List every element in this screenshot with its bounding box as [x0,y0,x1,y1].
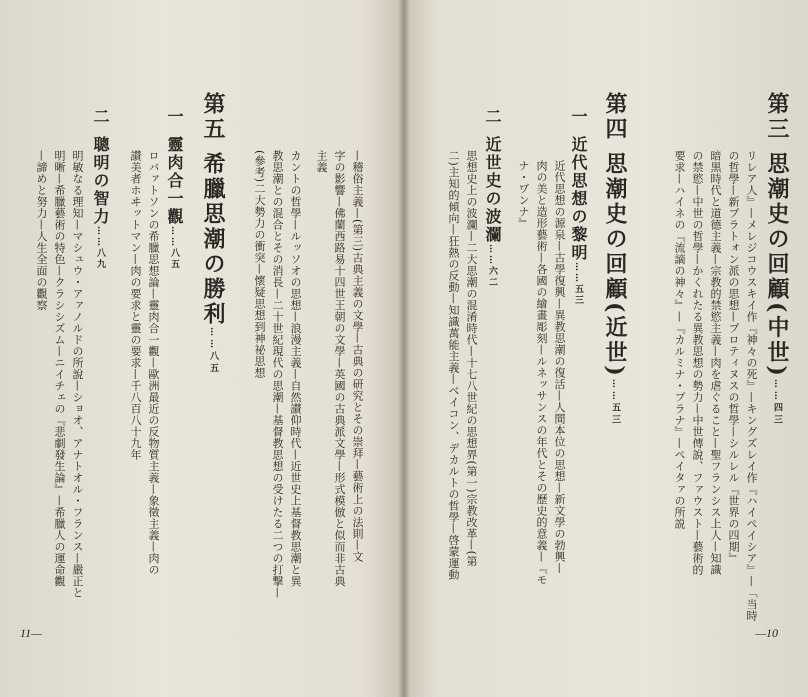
page-ref: ……八五 [169,226,179,270]
text-line: 明晰—希臘藝術の特色—クラシシズム—ニイチェの『悲劇發生論』—希臘人の運命觀 [53,150,66,587]
text-line: 二)主知的傾向—狂熱の反動—知識萬能主義—ベイコン、デカルトの哲學—啓蒙運動 [447,150,460,581]
section-1-heading [570,108,586,306]
text-line: 肉の美と造形藝術—各國の繪畫彫刻—ルネッサンスの年代とその歷史的意義—『モ [535,160,548,586]
text-line: 要求—ハイネの『流謫の神々』—『カルミナ・ブラナ』—ペイタァの所説 [673,150,686,530]
section-number: 二 [91,108,110,126]
text-line: リレア人』—メレジコウスキイ作『神々の死』—キングズレイ作『ハイペイシア』—「当時 [745,150,758,622]
section-2-heading [484,108,500,288]
chapter-title: 思潮史の回顧(中世) [764,152,790,379]
text-line: の禁慾—中世の哲學—かくれたる異教思想の勢力—中世傳說、ファウスト—藝術的 [691,150,704,576]
text-line: (參考)二大勢力の衝突—懷疑思想到神祕思想 [253,150,266,379]
section-title: 靈肉合一觀 [165,136,184,226]
text-line: ナ・ヷンナ』 [517,160,530,229]
chapter-title: 思潮史の回顧(近世) [602,152,628,379]
text-line: 字の影響—佛蘭西路易十四世王朝の文學—英國の古典派文學—形式模倣と似而非古典 [333,150,346,587]
section-title: 聰明の智力 [91,136,110,226]
page-ref: ……四三 [772,378,782,427]
chapter-5-heading [202,92,224,375]
text-line: —諦めと努力—人生全面の觀察 [35,150,48,311]
page-number: 11— [20,626,42,640]
right-page [404,0,808,697]
chapter-4-heading [604,92,626,427]
page-ref: ……八五 [208,327,218,375]
text-line: 暗黒時代と道德主義—宗教的禁慾主義—肉を虐ぐること—聖フランシス上人—知識 [709,150,722,576]
text-line: 思想史上の波瀾—二大思潮の混淆時代—十七八世紀の思想界(第一)宗教改革—(第 [465,150,478,567]
chapter-3-heading [766,92,788,427]
chapter-number: 第四 [602,92,628,142]
text-line: 近代思想の源泉—古學復興—異教思潮の復活—人間本位の思想—新文學の勃興— [553,160,566,574]
text-line: カントの哲學—ルッソオの思想—浪漫主義—自然讃仰時代—近世史上基督教思潮と異 [289,150,302,587]
page-ref: ……八九 [95,226,105,270]
page-number: —10 [755,626,778,640]
text-line: 讃美者ホヰットマン—肉の要求と靈の要求—千八百八十九年 [129,150,142,461]
section-title: 近世史の波瀾 [483,136,502,244]
chapter-number: 第五 [200,92,226,142]
section-number: 一 [569,108,588,126]
text-line: 主義 [315,150,328,173]
book-gutter [398,0,410,697]
text-line: ロバァトソンの希臘思想論—靈肉合一觀—歐洲最近の反物質主義—象徵主義—肉の [147,150,160,576]
page-ref: ……五三 [573,262,583,306]
section-2-heading [92,108,108,270]
chapter-title: 希臘思潮の勝利 [200,152,226,327]
chapter-number: 第三 [764,92,790,142]
section-1-heading [166,108,182,270]
text-line: の哲學—新プラトォン派の思想—プロティヌスの哲學—シルレル『世界の四期』 [727,150,740,564]
section-title: 近代思想の黎明 [569,136,588,262]
text-line: —稽俗主義—(第三)古典主義の文學—古典の研究とその崇拜—藝術上の法則—文 [351,150,364,563]
section-number: 一 [165,108,184,126]
text-line: 明敏なる理知—マシュウ・アァノルドの所說—ショオ、アナトオル・フランス—嚴正と [71,150,84,599]
text-line: 教思潮との混合とその消長—二十世紀現代の思潮—基督教思想の受けたる二つの打撃— [271,150,284,599]
page-ref: ……六二 [487,244,497,288]
section-number: 二 [483,108,502,126]
page-ref: ……五三 [610,378,620,427]
